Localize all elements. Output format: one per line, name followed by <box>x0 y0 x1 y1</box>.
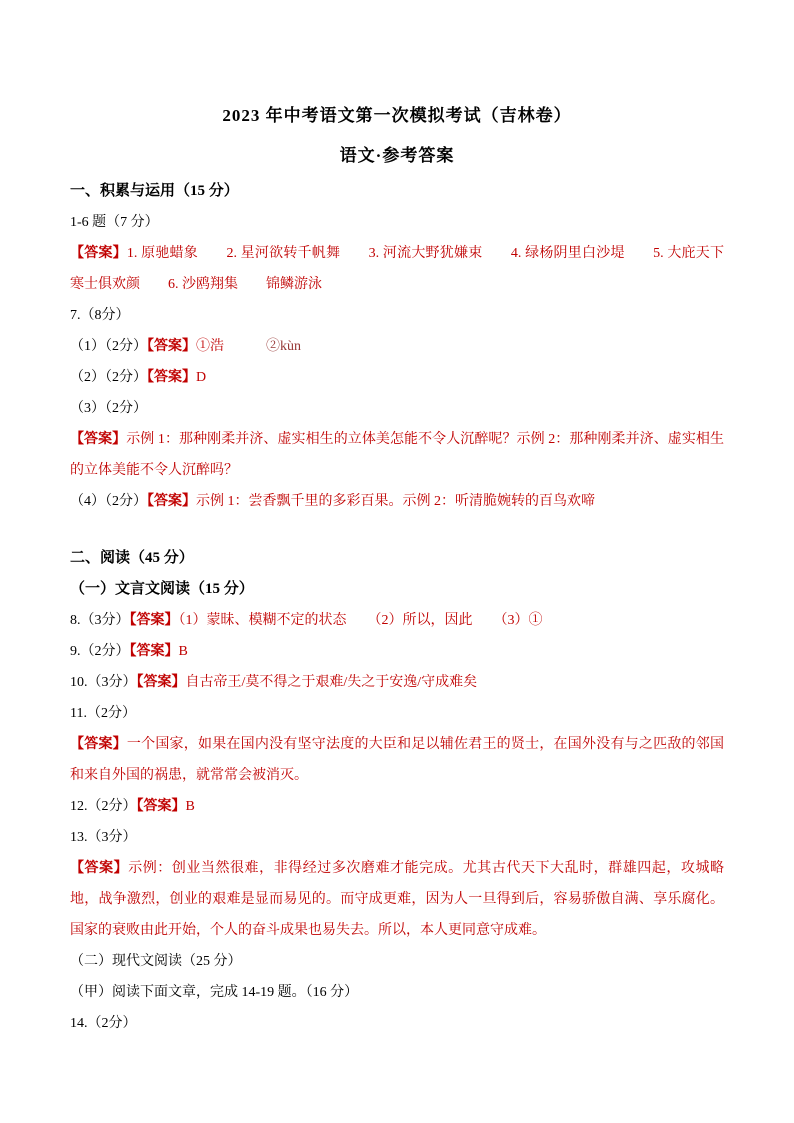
text-line <box>70 698 724 729</box>
answer-paragraph <box>70 238 724 300</box>
answer-label: 【答案】 <box>70 246 127 261</box>
answer-paragraph <box>70 729 724 791</box>
text-segment: 13.（3分） <box>70 830 137 845</box>
text-segment: 9.（2分） <box>70 644 130 659</box>
text-segment: ①浩 <box>196 339 224 354</box>
text-segment: 示例：创业当然很难，非得经过多次磨难才能完成。尤其古代天下大乱时，群雄四起，攻城略地，战争激烈，创业的艰难是显而易见的。而守成更难，因为人一旦得到后，容易骄傲自满、享乐腐化。国家的衰败由此开始，个人的奋斗成果也易失去。所以，本人更同意守成难。 <box>70 861 725 938</box>
text-segment: （1）（2分） <box>70 339 147 354</box>
answer-paragraph <box>70 424 724 486</box>
text-line <box>70 667 724 698</box>
text-segment: （4）（2分） <box>70 494 147 509</box>
text-line <box>70 946 724 977</box>
text-segment: 示例 1：那种刚柔并济、虚实相生的立体美怎能不令人沉醉呢？示例 2：那种刚柔并济、虚实相生的立体美能不令人沉醉吗？ <box>70 432 724 478</box>
text-line <box>70 822 724 853</box>
section-heading <box>70 176 724 207</box>
text-segment: （3）（2分） <box>70 401 147 416</box>
text-segment: B <box>185 799 195 814</box>
text-line <box>70 636 724 667</box>
section-heading <box>70 574 724 605</box>
text-segment: 8.（3分） <box>70 613 130 628</box>
text-segment: 一个国家，如果在国内没有坚守法度的大臣和足以辅佐君王的贤士，在国外没有与之匹敌的邻国和来自外国的祸患，就常常会被消灭。 <box>70 737 724 783</box>
text-segment: 14.（2分） <box>70 1016 137 1031</box>
text-line <box>70 362 724 393</box>
text-line <box>70 207 724 238</box>
answer-label: 【答案】 <box>129 644 179 659</box>
answer-label: 【答案】 <box>147 494 196 509</box>
text-line <box>70 977 724 1008</box>
text-segment: D <box>196 370 207 385</box>
text-segment: （二）现代文阅读（25 分） <box>70 954 242 969</box>
answer-paragraph <box>70 853 724 946</box>
answer-label: 【答案】 <box>147 339 196 354</box>
text-segment: 自古帝王/莫不得之于艰难/失之于安逸/守成难矣 <box>185 675 478 690</box>
text-line <box>70 605 724 636</box>
text-segment: ②kùn <box>224 339 301 354</box>
answer-label: 【答案】 <box>70 861 129 876</box>
answer-label: 【答案】 <box>136 799 186 814</box>
text-segment: （一）文言文阅读（15 分） <box>70 581 254 597</box>
answer-label: 【答案】 <box>136 675 186 690</box>
text-segment: 7.（8分） <box>70 308 130 323</box>
answer-label: 【答案】 <box>70 737 127 752</box>
text-line <box>70 300 724 331</box>
text-segment: B <box>178 644 188 659</box>
document-body <box>70 176 724 1039</box>
text-line <box>70 1008 724 1039</box>
text-segment: 示例 1：尝香飘千里的多彩百果。示例 2：听清脆婉转的百鸟欢啼 <box>196 494 595 509</box>
text-segment: 一、积累与运用（15 分） <box>70 183 239 199</box>
text-segment: （1）蒙昧、模糊不定的状态 （2）所以，因此 （3）① <box>178 613 543 628</box>
text-segment: 10.（3分） <box>70 675 137 690</box>
text-segment: 1. 原驰蜡象 2. 星河欲转千帆舞 3. 河流大野犹嫌束 4. 绿杨阴里白沙堤 5. 大庇天下寒士俱欢颜 6. 沙鸥翔集 锦鳞游泳 <box>70 246 724 292</box>
text-segment: 1-6 题（7 分） <box>70 215 159 230</box>
text-segment: 12.（2分） <box>70 799 137 814</box>
answer-label: 【答案】 <box>129 613 179 628</box>
answer-label: 【答案】 <box>147 370 196 385</box>
text-segment: （2）（2分） <box>70 370 147 385</box>
answer-key-subtitle: 语文·参考答案 <box>339 146 455 165</box>
text-line <box>70 393 724 424</box>
text-segment: 二、阅读（45 分） <box>70 550 194 566</box>
text-segment: （甲）阅读下面文章，完成 14-19 题。（16 分） <box>70 985 359 1000</box>
answer-label: 【答案】 <box>70 432 127 447</box>
section-heading <box>70 543 724 574</box>
text-line <box>70 331 724 362</box>
text-segment: 11.（2分） <box>70 706 136 721</box>
text-line <box>70 791 724 822</box>
exam-title: 2023 年中考语文第一次模拟考试（吉林卷） <box>222 106 572 125</box>
text-line <box>70 486 724 517</box>
